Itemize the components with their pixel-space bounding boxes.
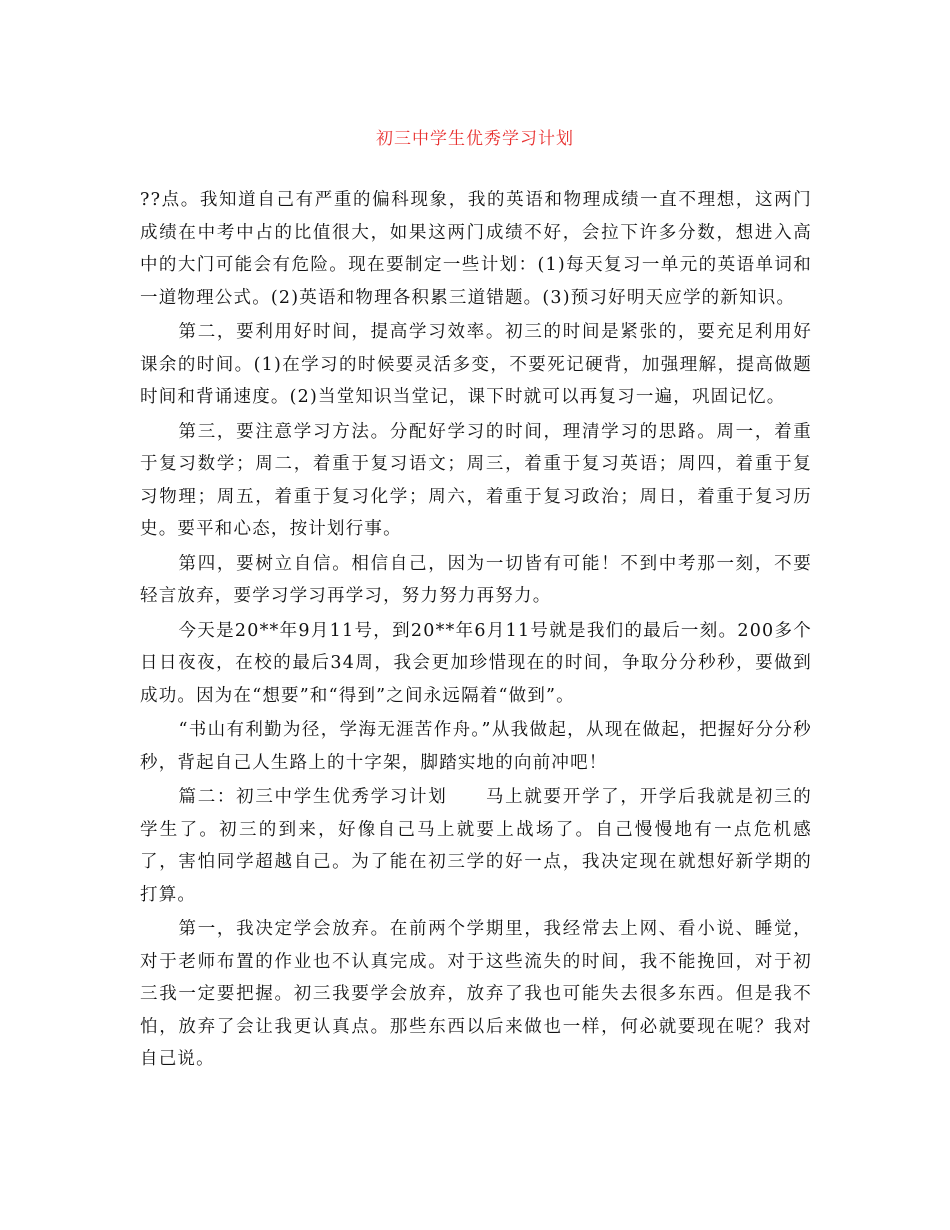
page-title: 初三中学生优秀学习计划 bbox=[376, 129, 574, 149]
paragraph-6: “书山有利勤为径，学海无涯苦作舟。”从我做起，从现在做起，把握好分分秒秒，背起自己人生路上的十字架，脚踏实地的向前冲吧！ bbox=[140, 720, 812, 773]
paragraph-5: 今天是20**年9月11号，到20**年6月11号就是我们的最后一刻。200多个日日夜夜，在校的最后34周，我会更加珍惜现在的时间，争取分分秒秒，要做到成功。因为在“想要”和“得到”之间永远隔着“做到”。 bbox=[140, 620, 812, 706]
paragraph-8: 第一，我决定学会放弃。在前两个学期里，我经常去上网、看小说、睡觉，对于老师布置的作业也不认真完成。对于这些流失的时间，我不能挽回，对于初三我一定要把握。初三我要学会放弃，放弃了我也可能失去很多东西。但是我不怕，放弃了会让我更认真点。那些东西以后来做也一样，何必就要现在呢？我对自己说。 bbox=[140, 919, 812, 1069]
paragraph-7: 篇二：初三中学生优秀学习计划 马上就要开学了，开学后我就是初三的学生了。初三的到来，好像自己马上就要上战场了。自己慢慢地有一点危机感了，害怕同学超越自己。为了能在初三学的好一点，我决定现在就想好新学期的打算。 bbox=[140, 787, 812, 905]
document-body bbox=[140, 184, 812, 1078]
paragraph-1: ??点。我知道自己有严重的偏科现象，我的英语和物理成绩一直不理想，这两门成绩在中考中占的比值很大，如果这两门成绩不好，会拉下许多分数，想进入高中的大门可能会有危险。现在要制定一些计划：(1)每天复习一单元的英语单词和一道物理公式。(2)英语和物理各积累三道错题。(3)预习好明天应学的新知识。 bbox=[140, 190, 812, 308]
paragraph-4: 第四，要树立自信。相信自己，因为一切皆有可能！不到中考那一刻，不要轻言放弃，要学习学习再学习，努力努力再努力。 bbox=[140, 553, 812, 606]
paragraph-3: 第三，要注意学习方法。分配好学习的时间，理清学习的思路。周一，着重于复习数学；周二，着重于复习语文；周三，着重于复习英语；周四，着重于复习物理；周五，着重于复习化学；周六，着重于复习政治；周日，着重于复习历史。要平和心态，按计划行事。 bbox=[140, 421, 812, 539]
paragraph-2: 第二，要利用好时间，提高学习效率。初三的时间是紧张的，要充足利用好课余的时间。(1)在学习的时候要灵活多变，不要死记硬背，加强理解，提高做题时间和背诵速度。(2)当堂知识当堂记，课下时就可以再复习一遍，巩固记忆。 bbox=[140, 322, 812, 407]
